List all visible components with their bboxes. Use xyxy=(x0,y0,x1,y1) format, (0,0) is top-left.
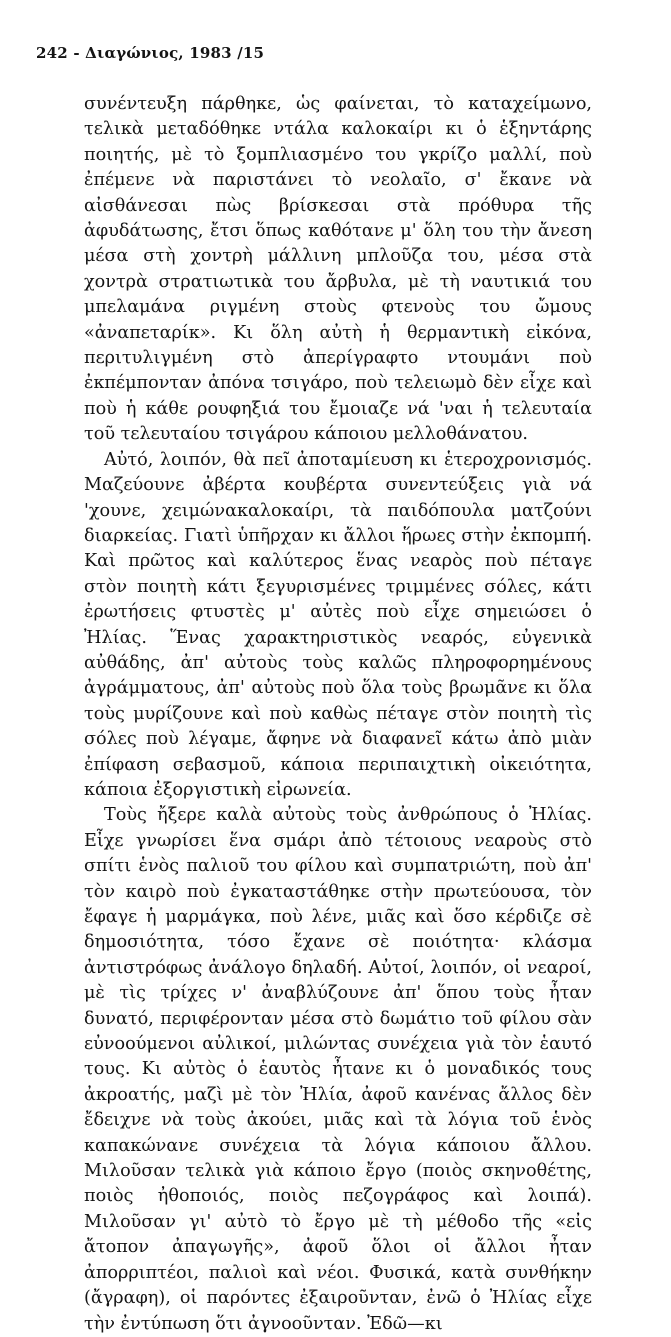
running-head: 242 - Διαγώνιος, 1983 /15 xyxy=(36,44,265,62)
body-text xyxy=(84,92,592,1337)
paragraph-1: συνέντευξη πάρθηκε, ὡς φαίνεται, τὸ καταχείμωνο, τελικὰ μεταδόθηκε ντάλα καλοκαίρι κι ὁ ἑξηντάρης ποιητής, μὲ τὸ ξομπλιασμένο του γκρίζο μαλλί, ποὺ ἐπέμενε νὰ παριστάνει τὸ νεολαῖο, σ' ἔκανε νὰ αἰσθάνεσαι πὼς βρίσκεσαι στὰ πρόθυρα τῆς ἀφυδάτωσης, ἔτσι ὅπως καθότανε μ' ὅλη του τὴν ἄνεση μέσα στὴ χοντρὴ μάλλινη μπλοῦζα του, μέσα στὰ χοντρὰ στρατιωτικὰ του ἄρβυλα, μὲ τὴ ναυτικιά του μπελαμάνα ριγμένη στοὺς φτενοὺς του ὤμους «ἀναπεταρίκ». Κι ὅλη αὐτὴ ἡ θερμαντικὴ εἰκόνα, περιτυλιγμένη στὸ ἀπερίγραφτο ντουμάνι ποὺ ἐκπέμπονταν ἀπόνα τσιγάρο, ποὺ τελειωμὸ δὲν εἶχε καὶ ποὺ ἡ κάθε ρουφηξιά του ἔμοιαζε νά 'ναι ἡ τελευταία τοῦ τελευταίου τσιγάρου κάποιου μελλοθάνατου. xyxy=(84,94,592,445)
paragraph-2: Αὐτό, λοιπόν, θὰ πεῖ ἀποταμίευση κι ἑτεροχρονισμός. Μαζεύουνε ἀβέρτα κουβέρτα συνεντεύξεις γιὰ νά 'χουνε, χειμώνακαλοκαίρι, τὰ παιδόπουλα ματζούνι διαρκείας. Γιατὶ ὑπῆρχαν κι ἄλλοι ἥρωες στὴν ἐκπομπή. Καὶ πρῶτος καὶ καλύτερος ἕνας νεαρὸς ποὺ πέταγε στὸν ποιητὴ κάτι ξεγυρισμένες τριμμένες σόλες, κάτι ἐρωτήσεις φτυστὲς μ' αὐτὲς ποὺ εἶχε σημειώσει ὁ Ἠλίας. Ἕνας χαρακτηριστικὸς νεαρός, εὐγενικὰ αὐθάδης, ἀπ' αὐτοὺς τοὺς καλῶς πληροφορημένους ἀγράμματους, ἀπ' αὐτοὺς ποὺ ὅλα τοὺς βρωμᾶνε κι ὅλα τοὺς μυρίζουνε καὶ ποὺ καθὼς πέταγε στὸν ποιητὴ τὶς σόλες ποὺ λέγαμε, ἄφηνε νὰ διαφανεῖ κάτω ἀπὸ μιὰν ἐπίφαση σεβασμοῦ, κάποια περιπαιχτικὴ οἰκειότητα, κάποια ἐξοργιστικὴ εἰρωνεία. xyxy=(84,449,592,800)
paragraph-3: Τοὺς ἤξερε καλὰ αὐτοὺς τοὺς ἀνθρώπους ὁ Ἠλίας. Εἶχε γνωρίσει ἕνα σμάρι ἀπὸ τέτοιους νεαροὺς στὸ σπίτι ἑνὸς παλιοῦ του φίλου καὶ συμπατριώτη, ποὺ ἀπ' τὸν καιρὸ ποὺ ἐγκαταστάθηκε στὴν πρωτεύουσα, τὸν ἔφαγε ἡ μαρμάγκα, ποὺ λένε, μιᾶς καὶ ὅσο κέρδιζε σὲ δημοσιότητα, τόσο ἔχανε σὲ ποιότητα· κλάσμα ἀντιστρόφως ἀνάλογο δηλαδή. Αὐτοί, λοιπόν, οἱ νεαροί, μὲ τὶς τρίχες ν' ἀναβλύζουνε ἀπ' ὅπου τοὺς ἦταν δυνατό, περιφέρονταν μέσα στὸ δωμάτιο τοῦ φίλου σὰν εὐνοούμενοι αὐλικοί, μιλώντας συνέχεια γιὰ τὸν ἑαυτό τους. Κι αὐτὸς ὁ ἑαυτὸς ἦτανε κι ὁ μοναδικός τους ἀκροατής, μαζὶ μὲ τὸν Ἠλία, ἀφοῦ κανένας ἄλλος δὲν ἔδειχνε νὰ τοὺς ἀκούει, μιᾶς καὶ τὰ λόγια τοῦ ἑνὸς καπακώνανε συνέχεια τὰ λόγια κάποιου ἄλλου. Μιλοῦσαν τελικὰ γιὰ κάποιο ἔργο (ποιὸς σκηνοθέτης, ποιὸς ἠθοποιός, ποιὸς πεζογράφος καὶ λοιπά). Μιλοῦσαν γι' αὐτὸ τὸ ἔργο μὲ τὴ μέθοδο τῆς «εἰς ἄτοπον ἀπαγωγῆς», ἀφοῦ ὅλοι οἱ ἄλλοι ἦταν ἀπορριπτέοι, παλιοὶ καὶ νέοι. Φυσικά, κατὰ συνθήκην (ἄγραφη), οἱ παρόντες ἐξαιροῦνταν, ἐνῶ ὁ Ἠλίας εἶχε τὴν ἐντύπωση ὅτι ἀγνοοῦνταν. Ἐδῶ—κι xyxy=(84,805,592,1334)
